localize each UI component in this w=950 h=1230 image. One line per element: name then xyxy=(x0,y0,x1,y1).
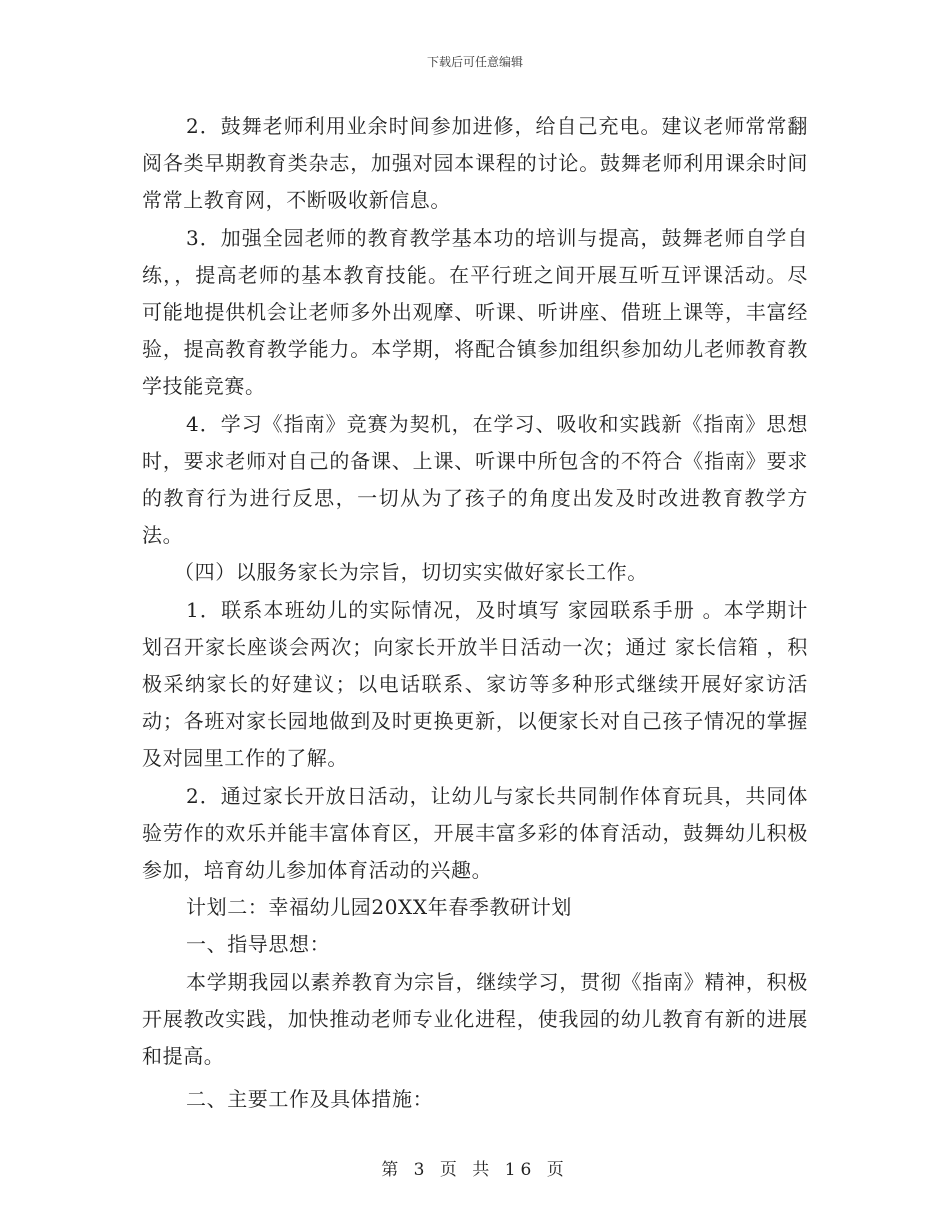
section-heading-4: （四）以服务家长为宗旨，切切实实做好家长工作。 xyxy=(174,560,648,585)
paragraph-item-4: 4．学习《指南》竞赛为契机，在学习、吸收和实践新《指南》思想时，要求老师对自己的备课、上课、听课中所包含的不符合《指南》要求的教育行为进行反思，一切从为了孩子的角度出发及时改进教育教学方法。 xyxy=(142,411,808,548)
plan-two-title: 计划二：幸福幼儿园20XX年春季教研计划 xyxy=(186,895,572,920)
heading-main-work: 二、主要工作及具体措施： xyxy=(186,1087,434,1112)
heading-guiding-ideology: 一、指导思想： xyxy=(186,932,331,957)
paragraph-item-2: 2．鼓舞老师利用业余时间参加进修，给自己充电。建议老师常常翻阅各类早期教育类杂志，加强对园本课程的讨论。鼓舞老师利用课余时间常常上教育网，不断吸收新信息。 xyxy=(142,114,808,213)
paragraph-guiding-ideology: 本学期我园以素养教育为宗旨，继续学习，贯彻《指南》精神，积极开展教改实践，加快推动老师专业化进程，使我园的幼儿教育有新的进展和提高。 xyxy=(142,969,808,1069)
page-header: 下载后可任意编辑 xyxy=(426,55,523,69)
paragraph-parent-item-1: 1．联系本班幼儿的实际情况，及时填写 家园联系手册 。本学期计划召开家长座谈会两次；向家长开放半日活动一次；通过 家长信箱 ，积极采纳家长的好建议；以电话联系、家访等多种形式继续开展好家访活动；各班对家长园地做到及时更换更新，以便家长对自己孩子情况的掌握及对园里工作的了解。 xyxy=(142,597,808,771)
page-number: 第 3 页 共 16 页 xyxy=(381,1160,569,1180)
paragraph-item-3: 3．加强全园老师的教育教学基本功的培训与提高，鼓舞老师自学自练，，提高老师的基本教育技能。在平行班之间开展互听互评课活动。尽可能地提供机会让老师多外出观摩、听课、听讲座、借班上课等，丰富经验，提高教育教学能力。本学期，将配合镇参加组织参加幼儿老师教育教学技能竞赛。 xyxy=(142,225,808,399)
document-body xyxy=(142,108,808,1118)
paragraph-parent-item-2: 2．通过家长开放日活动，让幼儿与家长共同制作体育玩具，共同体验劳作的欢乐并能丰富体育区，开展丰富多彩的体育活动，鼓舞幼儿积极参加，培育幼儿参加体育活动的兴趣。 xyxy=(142,783,808,883)
